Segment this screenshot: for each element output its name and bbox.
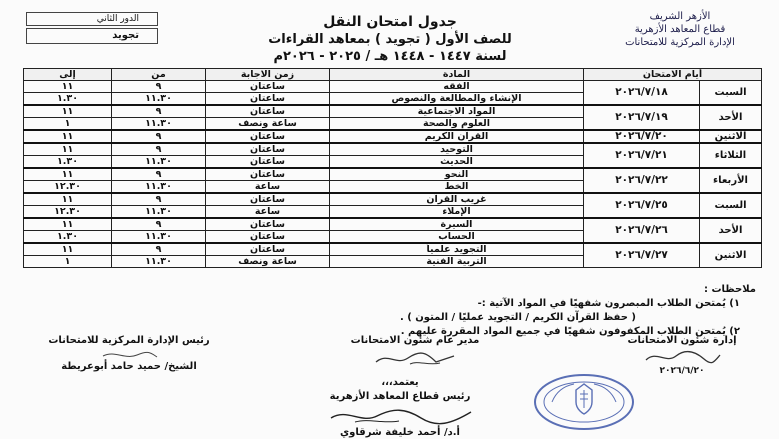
duration-cell: ساعتان	[206, 143, 330, 156]
end-time-cell: ١١	[24, 193, 112, 206]
exam-round-box: الدور الثاني	[26, 12, 158, 26]
exam-date-cell: ٢٠٢٦/٧/٢٢	[584, 168, 700, 193]
subject-cell: التربية الفنية	[330, 256, 584, 268]
subject-cell: التجويد علمياً	[330, 243, 584, 256]
approval-title: رئيس قطاع المعاهد الأزهرية	[329, 391, 471, 402]
duration-cell: ساعة ونصف	[206, 256, 330, 268]
duration-cell: ساعتان	[206, 81, 330, 93]
end-time-cell: ١١	[24, 81, 112, 93]
exams-admin-title: إدارة شئون الامتحانات	[627, 335, 737, 346]
end-time-cell: ١١	[24, 168, 112, 181]
exam-date-cell: ٢٠٢٦/٧/٢٧	[584, 243, 700, 268]
notes-section	[236, 283, 756, 339]
table-row	[24, 168, 762, 181]
header-from: من	[112, 69, 206, 81]
duration-cell: ساعتان	[206, 243, 330, 256]
exam-date-cell: ٢٠٢٦/٧/٢٠	[584, 130, 700, 143]
table-header-row	[24, 69, 762, 81]
header-duration: زمن الاجابة	[206, 69, 330, 81]
duration-cell: ساعتان	[206, 105, 330, 118]
exam-schedule	[23, 68, 761, 268]
exam-day-cell: الأحد	[700, 218, 762, 243]
start-time-cell: ١١.٣٠	[112, 206, 206, 219]
exam-date-cell: ٢٠٢٦/٧/٢٦	[584, 218, 700, 243]
subject-cell: التوحيد	[330, 143, 584, 156]
end-time-cell: ١.٣٠	[24, 93, 112, 106]
table-row	[24, 193, 762, 206]
subject-cell: الإنشاء والمطالعة والنصوص	[330, 93, 584, 106]
organization-header	[595, 10, 765, 49]
duration-cell: ساعة ونصف	[206, 118, 330, 131]
handwritten-signature-icon	[370, 350, 460, 368]
start-time-cell: ١١.٣٠	[112, 118, 206, 131]
exam-date-cell: ٢٠٢٦/٧/١٨	[584, 81, 700, 106]
start-time-cell: ١١.٣٠	[112, 93, 206, 106]
general-director-title: مدير عام شئون الامتحانات	[350, 335, 480, 346]
duration-cell: ساعتان	[206, 218, 330, 231]
approval-name: أ.د/ أحمد خليفة شرقاوي	[340, 427, 460, 438]
exam-day-cell: الأحد	[700, 105, 762, 130]
header-subject: المادة	[330, 69, 584, 81]
exam-day-cell: الاثنين	[700, 130, 762, 143]
exam-date-cell: ٢٠٢٦/٧/١٩	[584, 105, 700, 130]
start-time-cell: ٩	[112, 243, 206, 256]
end-time-cell: ١٢.٣٠	[24, 181, 112, 194]
note-2: ٢) يُمتحن الطلاب المكفوفون شفهيًا في جميع المواد المقررة عليهم .	[400, 326, 740, 337]
subject-cell: المواد الاجتماعية	[330, 105, 584, 118]
end-time-cell: ١١	[24, 130, 112, 143]
duration-cell: ساعة	[206, 206, 330, 219]
subject-cell: الإملاء	[330, 206, 584, 219]
start-time-cell: ٩	[112, 168, 206, 181]
exam-schedule-table	[23, 68, 762, 268]
duration-cell: ساعتان	[206, 156, 330, 169]
subject-cell: السيرة	[330, 218, 584, 231]
table-row	[24, 218, 762, 231]
exam-day-cell: الاثنين	[700, 243, 762, 268]
table-row	[24, 81, 762, 93]
start-time-cell: ٩	[112, 81, 206, 93]
subject-cell: الفقه	[330, 81, 584, 93]
table-row	[24, 243, 762, 256]
start-time-cell: ٩	[112, 105, 206, 118]
org-line-3: الإدارة المركزية للامتحانات	[625, 37, 735, 48]
header-days: أيام الامتحان	[584, 69, 762, 81]
document-title: جدول امتحان النقل	[323, 14, 457, 30]
end-time-cell: ١١	[24, 143, 112, 156]
track-box: تجويد	[26, 28, 158, 44]
end-time-cell: ١١	[24, 218, 112, 231]
subject-cell: العلوم والصحة	[330, 118, 584, 131]
signature-general-director	[330, 334, 500, 368]
start-time-cell: ١١.٣٠	[112, 256, 206, 268]
note-1-detail: ( حفظ القرآن الكريم / التجويد عمليًا / المتون ) .	[399, 312, 636, 323]
subject-cell: الخط	[330, 181, 584, 194]
academic-year: لسنة ١٤٤٧ - ١٤٤٨ هـ / ٢٠٢٥ - ٢٠٢٦م	[273, 49, 507, 64]
duration-cell: ساعتان	[206, 93, 330, 106]
end-time-cell: ١١	[24, 105, 112, 118]
table-row	[24, 143, 762, 156]
document-subtitle: للصف الأول ( تجويد ) بمعاهد القراءات	[268, 32, 512, 47]
org-line-1: الأزهر الشريف	[649, 11, 711, 22]
official-seal-icon	[532, 372, 636, 432]
exam-day-cell: الثلاثاء	[700, 143, 762, 168]
end-time-cell: ١٢.٣٠	[24, 206, 112, 219]
start-time-cell: ٩	[112, 130, 206, 143]
duration-cell: ساعتان	[206, 168, 330, 181]
signature-approval	[300, 376, 500, 439]
exam-day-cell: الأربعاء	[700, 168, 762, 193]
duration-cell: ساعتان	[206, 231, 330, 244]
start-time-cell: ٩	[112, 193, 206, 206]
duration-cell: ساعة	[206, 181, 330, 194]
end-time-cell: ١.٣٠	[24, 231, 112, 244]
handwritten-signature-icon	[642, 350, 722, 364]
end-time-cell: ١	[24, 118, 112, 131]
subject-cell: القرآن الكريم	[330, 130, 584, 143]
note-1: ١) يُمتحن الطلاب المبصرون شفهيًا في المواد الآتية :-	[477, 298, 740, 309]
end-time-cell: ١	[24, 256, 112, 268]
handwritten-signature-icon	[325, 406, 475, 426]
start-time-cell: ١١.٣٠	[112, 181, 206, 194]
handwritten-signature-icon	[99, 350, 159, 360]
start-time-cell: ٩	[112, 218, 206, 231]
subject-cell: الحديث	[330, 156, 584, 169]
subject-cell: النحو	[330, 168, 584, 181]
document-title-block	[240, 14, 540, 66]
exam-day-cell: السبت	[700, 81, 762, 106]
approval-label: يعتمد،،،	[381, 377, 419, 388]
central-admin-name: الشيخ/ حميد حامد أبوعريطة	[61, 361, 197, 372]
subject-cell: الحساب	[330, 231, 584, 244]
exams-admin-date: ٢٠٢٦/٦/٢٠	[659, 366, 705, 376]
central-admin-title: رئيس الإدارة المركزية للامتحانات	[48, 335, 210, 346]
org-line-2: قطاع المعاهد الأزهرية	[634, 24, 726, 35]
subject-cell: غريب القرآن	[330, 193, 584, 206]
table-row	[24, 130, 762, 143]
duration-cell: ساعتان	[206, 193, 330, 206]
exam-day-cell: السبت	[700, 193, 762, 218]
start-time-cell: ٩	[112, 143, 206, 156]
start-time-cell: ١١.٣٠	[112, 156, 206, 169]
exam-date-cell: ٢٠٢٦/٧/٢١	[584, 143, 700, 168]
header-to: إلى	[24, 69, 112, 81]
signature-central-admin-head	[34, 334, 224, 374]
start-time-cell: ١١.٣٠	[112, 231, 206, 244]
notes-title: ملاحظات :	[703, 284, 756, 295]
end-time-cell: ١.٣٠	[24, 156, 112, 169]
table-row	[24, 105, 762, 118]
end-time-cell: ١١	[24, 243, 112, 256]
duration-cell: ساعتان	[206, 130, 330, 143]
exam-date-cell: ٢٠٢٦/٧/٢٥	[584, 193, 700, 218]
